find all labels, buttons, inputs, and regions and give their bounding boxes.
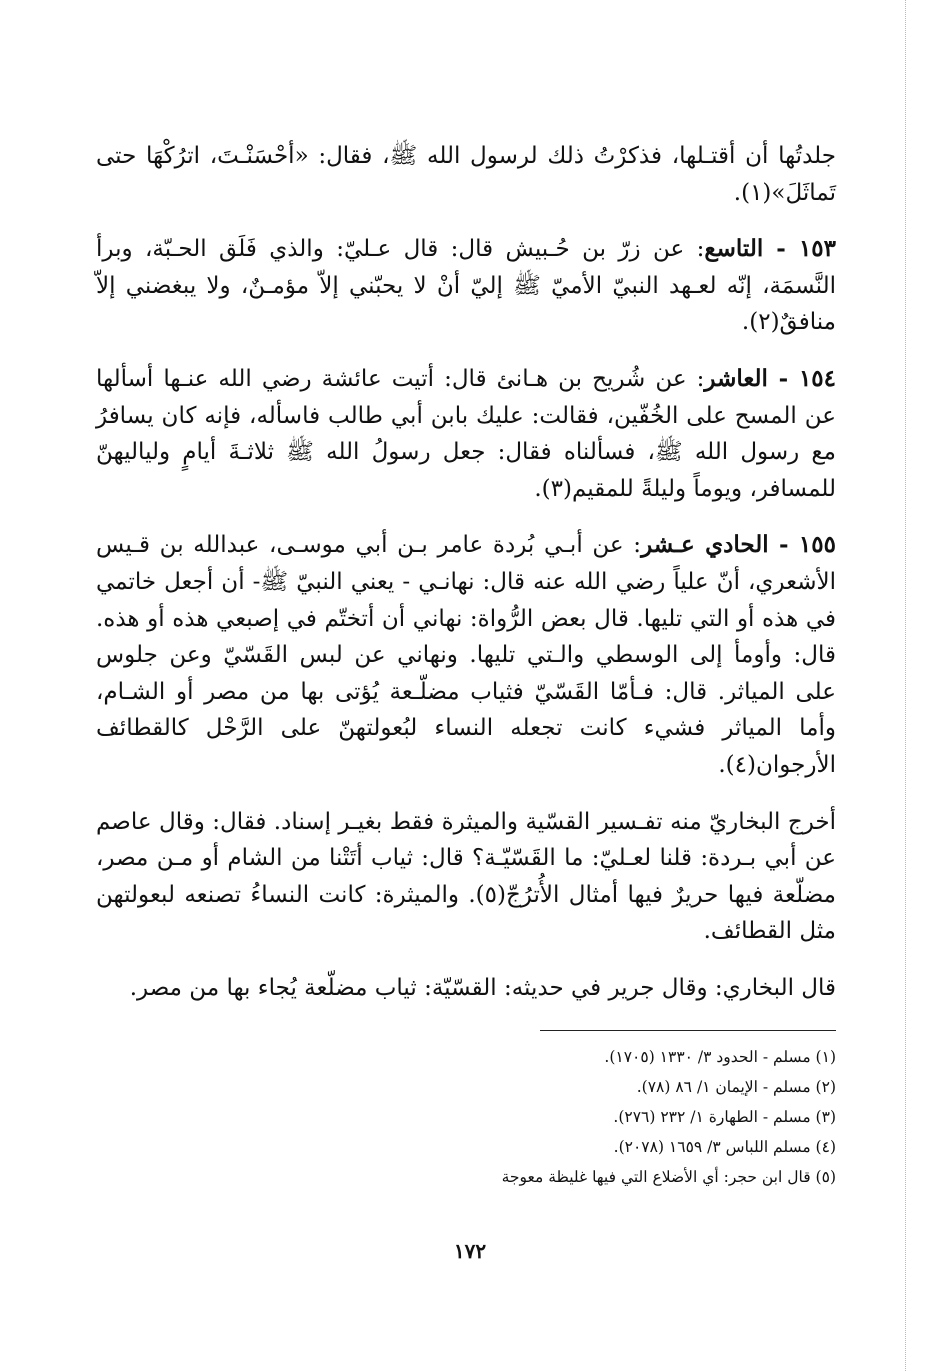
hadith-text: : عن شُريح بن هـانئ قال: أتيت عائشة رضي الله عنـها أسألها عن المسح على الخُفّين، فقالت: عليك بابن أبي طالب فاسأله، فإنه كان يسافرُ مع رسول الله ﷺ، فسألناه فقال: جعل رسولُ الله ﷺ ثلاثـةَ أيامٍ ولياليهنّ للمسافر، ويوماً وليلةً للمقيم(٣). xyxy=(96,365,836,502)
footnotes xyxy=(136,1042,836,1192)
paragraph-continuation xyxy=(96,138,836,211)
hadith-153 xyxy=(96,231,836,341)
commentary-bukhari xyxy=(96,804,836,950)
footnote-2: (٢) مسلم - الإيمان ١/ ٨٦ (٧٨). xyxy=(636,1078,836,1096)
paragraph-text: أخرج البخاريّ منه تفـسير القسّية والميثرة فقط بغيـر إسناد. فقال: وقال عاصم عن أبي بـردة: قلنا لعـليّ: ما القَسّيّـة؟ قال: ثياب أتَتْنا من الشام أو مـن مصر، مضلّعة فيها حريرٌ فيها أمثال الأُترُجّ(٥). والميثرة: كانت النساءُ تصنعه لبعولتهن مثل القطائف. xyxy=(96,808,836,945)
footnote-5: (٥) قال ابن حجر: أي الأضلاع التي فيها غليظة معوجة xyxy=(501,1168,836,1186)
hadith-text: : عن زرّ بن حُـبيش قال: قال عـليّ: والذي فَلَق الحـبّة، وبرأ النَّسمَة، إنّه لعـهد النبيّ الأميّ ﷺ إليّ أنْ لا يحبّني إلاّ مؤمـنٌ، ولا يبغضني إلاّ منافقٌ(٢). xyxy=(96,236,836,336)
page-number: ١٧٢ xyxy=(453,1239,487,1263)
hadith-label: - الحادي عـشر xyxy=(641,531,799,559)
paragraph-text: قال البخاري: وقال جرير في حديثه: القسّيّة: ثياب مضلّعة يُجاء بها من مصر. xyxy=(129,974,836,1001)
paragraph-text: جلدتُها أن أقتـلها، فذكرْتُ ذلك لرسول الله ﷺ، فقال: «أحْسَنْـتَ، اترُكْهَا حتى تَماثَلَ»(١). xyxy=(96,143,836,206)
hadith-label: - العاشر xyxy=(704,364,799,392)
hadith-number: ١٥٣ xyxy=(798,235,836,263)
footnote-3: (٣) مسلم - الطهارة ١/ ٢٣٢ (٢٧٦). xyxy=(613,1108,836,1126)
hadith-154 xyxy=(96,361,836,507)
hadith-number: ١٥٤ xyxy=(798,364,836,392)
main-text xyxy=(96,138,836,1026)
footnote-separator xyxy=(540,1030,836,1031)
footnote-1: (١) مسلم - الحدود ٣/ ١٣٣٠ (١٧٠٥). xyxy=(604,1048,836,1066)
hadith-number: ١٥٥ xyxy=(798,531,836,559)
hadith-text: : عن أبـي بُردة عامر بـن أبي موسـى، عبدالله بن قـيس الأشعري، أنّ علياً رضي الله عنه قال: نهانـي - يعني النبيّ ﷺ- أن أجعل خاتمي في هذه أو التي تليها. قال بعض الرُّواة: نهاني أن أتختّم في إصبعي هذه أو هذه. قال: وأومأ إلى الوسطي والـتي تليها. ونهاني عن لبس القَسّيّ وعن جلوس على المياثر. قال: فـأمّا القَسّيّ فثياب مضلّـعة يُؤتى بها من مصر أو الشـام، وأما المياثر فشيء كانت تجعله النساء لبُعولتهنّ على الرَّحْل كالقطائف الأرجوان(٤). xyxy=(96,532,836,778)
hadith-label: - التاسع xyxy=(704,235,799,263)
scan-edge-marks xyxy=(903,0,906,1371)
commentary-jarir xyxy=(96,970,836,1007)
hadith-155 xyxy=(96,527,836,783)
footnote-4: (٤) مسلم اللباس ٣/ ١٦٥٩ (٢٠٧٨). xyxy=(613,1138,836,1156)
